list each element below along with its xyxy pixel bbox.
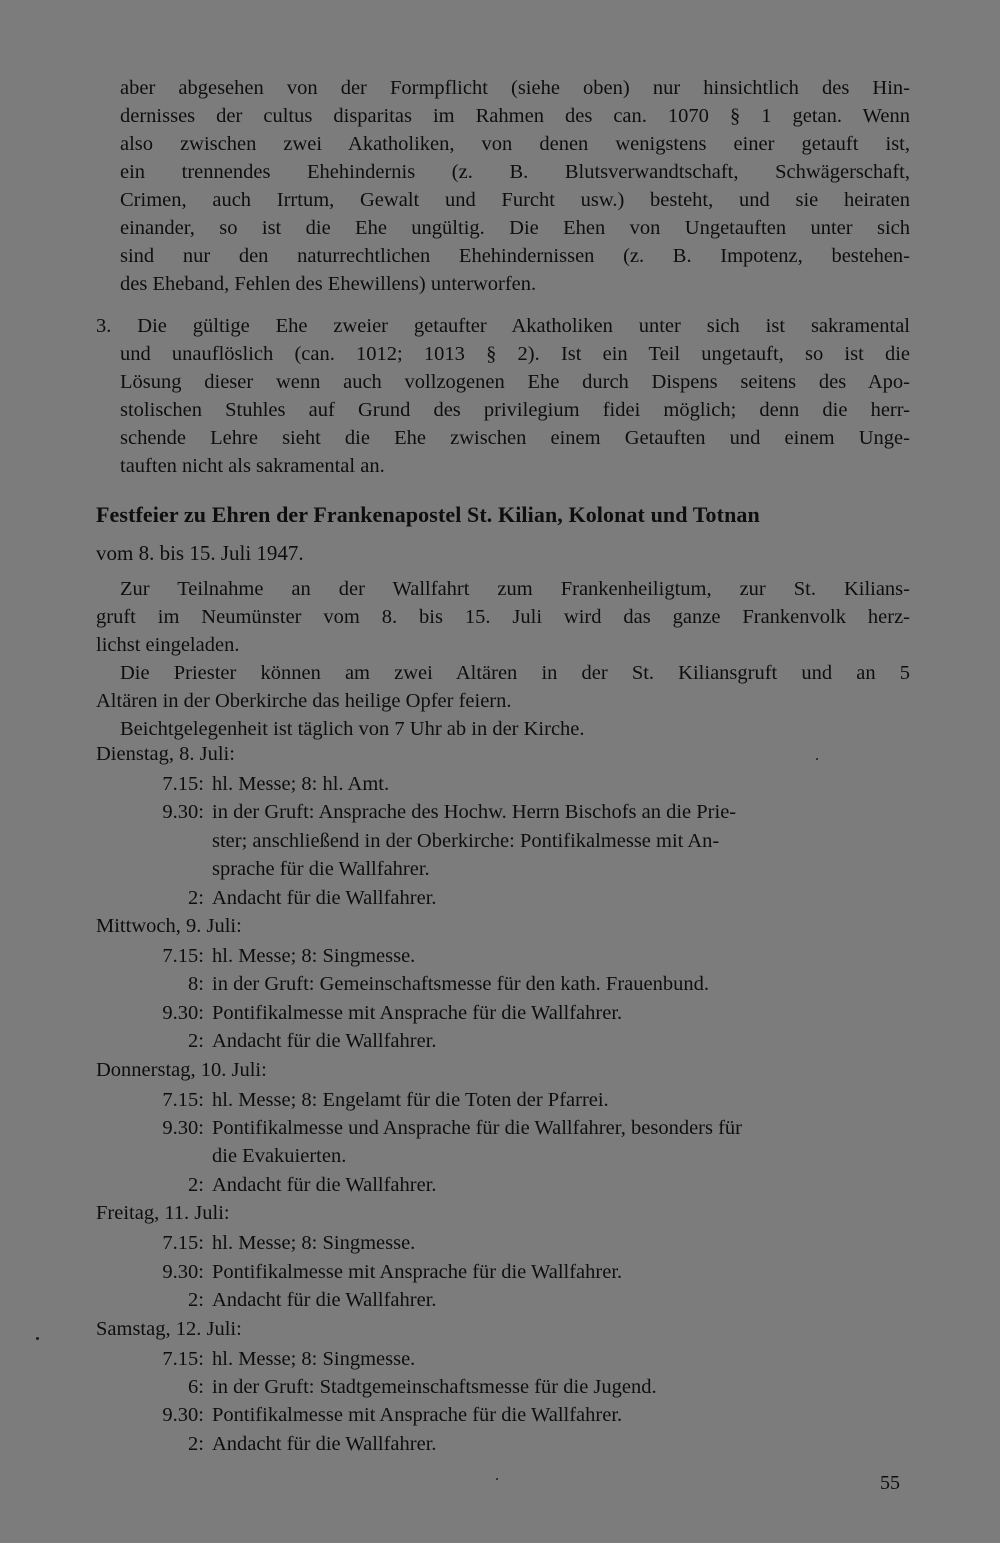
intro-line: dernisses der cultus disparitas im Rahmen des can. 1070 § 1 getan. Wenn (120, 105, 910, 127)
schedule-list (96, 740, 910, 1458)
schedule-entry (96, 798, 910, 883)
point-3-line: schende Lehre sieht die Ehe zwischen einem Getauften und einem Unge- (120, 427, 910, 449)
schedule-description-line: die Evakuierten. (212, 1145, 347, 1168)
schedule-entry (96, 1286, 910, 1314)
schedule-day-heading: Donnerstag, 10. Juli: (96, 1058, 267, 1081)
intro-line: Crimen, auch Irrtum, Gewalt und Furcht usw.) besteht, und sie heiraten (120, 189, 910, 211)
schedule-description (204, 798, 910, 883)
point-3-line: 3. Die gültige Ehe zweier getaufter Akatholiken unter sich ist sakramental (96, 315, 910, 337)
section-heading: Festfeier zu Ehren der Frankenapostel St. Kilian, Kolonat und Totnan (96, 502, 760, 527)
schedule-entry (96, 1171, 910, 1199)
schedule-description-line: hl. Messe; 8: hl. Amt. (212, 773, 390, 795)
schedule-description-line: Pontifikalmesse und Ansprache für die Wallfahrer, besonders für (212, 1117, 742, 1140)
schedule-description (204, 1229, 910, 1257)
confession-line: Beichtgelegenheit ist täglich von 7 Uhr ab in der Kirche. (120, 718, 585, 740)
schedule-entry (96, 1345, 910, 1373)
schedule-description-line: in der Gruft: Stadtgemeinschaftsmesse für die Jugend. (212, 1375, 657, 1398)
schedule-description (204, 942, 910, 970)
invitation-line: gruft im Neumünster vom 8. bis 15. Juli wird das ganze Frankenvolk herz- (96, 606, 910, 628)
schedule-entry (96, 1258, 910, 1286)
schedule-description (204, 1373, 910, 1401)
schedule-description (204, 1171, 910, 1199)
schedule-time: 7.15: (162, 773, 204, 795)
schedule-time: 2: (188, 1289, 204, 1312)
intro-line: einander, so ist die Ehe ungültig. Die Ehen von Ungetauften unter sich (120, 217, 910, 239)
print-speck (496, 1478, 498, 1480)
schedule-description-line: Pontifikalmesse mit Ansprache für die Wallfahrer. (212, 1001, 623, 1024)
schedule-entry (96, 884, 910, 912)
schedule-description (204, 1286, 910, 1314)
schedule-description-line: in der Gruft: Ansprache des Hochw. Herrn Bischofs an die Prie- (212, 801, 737, 824)
print-speck (816, 758, 818, 760)
schedule-entry (96, 999, 910, 1027)
schedule-entry (96, 1373, 910, 1401)
schedule-time: 9.30: (162, 1001, 204, 1024)
schedule-description (204, 1258, 910, 1286)
section-subheading: vom 8. bis 15. Juli 1947. (96, 541, 304, 565)
schedule-day-heading: Dienstag, 8. Juli: (96, 743, 235, 765)
schedule-description (204, 884, 910, 912)
point-3-line: stolischen Stuhles auf Grund des privilegium fidei möglich; denn die herr- (120, 399, 910, 421)
intro-line: ein trennendes Ehehindernis (z. B. Blutsverwandtschaft, Schwägerschaft, (120, 161, 910, 183)
invitation-line: Zur Teilnahme an der Wallfahrt zum Frankenheiligtum, zur St. Kilians- (120, 578, 910, 600)
schedule-description-line: Pontifikalmesse mit Ansprache für die Wallfahrer. (212, 1404, 623, 1427)
schedule-entry (96, 970, 910, 998)
schedule-description-line: in der Gruft: Gemeinschaftsmesse für den kath. Frauenbund. (212, 973, 709, 996)
schedule-time: 7.15: (162, 1088, 204, 1111)
schedule-day-heading: Samstag, 12. Juli: (96, 1317, 242, 1340)
intro-line: aber abgesehen von der Formpflicht (siehe oben) nur hinsichtlich des Hin- (120, 77, 910, 99)
schedule-time: 7.15: (162, 1232, 204, 1255)
schedule-entry (96, 1114, 910, 1171)
point-3-line: Lösung dieser wenn auch vollzogenen Ehe durch Dispens seitens des Apo- (120, 371, 910, 393)
schedule-entry (96, 1401, 910, 1429)
schedule-entry (96, 1229, 910, 1257)
schedule-description-line: Andacht für die Wallfahrer. (212, 1173, 437, 1196)
schedule-entry (96, 1430, 910, 1458)
schedule-time: 6: (188, 1375, 204, 1398)
schedule-description-line: Andacht für die Wallfahrer. (212, 1432, 437, 1455)
schedule-description (204, 1401, 910, 1429)
schedule-description-line: hl. Messe; 8: Singmesse. (212, 945, 416, 968)
point-3-line: und unauflöslich (can. 1012; 1013 § 2). Ist ein Teil ungetauft, so ist die (120, 343, 910, 365)
schedule-time: 9.30: (162, 1117, 204, 1140)
print-speck (36, 1337, 39, 1340)
priests-line: Die Priester können am zwei Altären in der St. Kiliansgruft und an 5 (120, 662, 910, 684)
priests-line: Altären in der Oberkirche das heilige Opfer feiern. (96, 690, 512, 712)
schedule-time: 9.30: (162, 1260, 204, 1283)
intro-line: sind nur den naturrechtlichen Ehehindernissen (z. B. Impotenz, bestehen- (120, 245, 910, 267)
schedule-time: 9.30: (162, 801, 204, 824)
schedule-description-line: Andacht für die Wallfahrer. (212, 1030, 437, 1053)
schedule-description-line: sprache für die Wallfahrer. (212, 858, 430, 881)
schedule-time: 8: (188, 973, 204, 996)
schedule-description (204, 1345, 910, 1373)
intro-line: des Eheband, Fehlen des Ehewillens) unterworfen. (120, 273, 537, 295)
schedule-time: 2: (188, 1173, 204, 1196)
schedule-description (204, 970, 910, 998)
intro-paragraph (120, 74, 910, 298)
schedule-description-line: Pontifikalmesse mit Ansprache für die Wallfahrer. (212, 1260, 623, 1283)
schedule-entry (96, 1086, 910, 1114)
schedule-time: 2: (188, 1432, 204, 1455)
page-number: 55 (880, 1472, 900, 1494)
schedule-description (204, 1114, 910, 1171)
schedule-description-line: hl. Messe; 8: Singmesse. (212, 1232, 416, 1255)
schedule-day-heading: Mittwoch, 9. Juli: (96, 915, 242, 938)
schedule-description (204, 1027, 910, 1055)
schedule-description (204, 770, 910, 798)
schedule-time: 7.15: (162, 1347, 204, 1370)
schedule-description-line: ster; anschließend in der Oberkirche: Pontifikalmesse mit An- (212, 829, 720, 852)
invitation-paragraphs (96, 575, 910, 743)
schedule-description (204, 1086, 910, 1114)
invitation-line: lichst eingeladen. (96, 634, 240, 656)
schedule-description-line: hl. Messe; 8: Singmesse. (212, 1347, 416, 1370)
schedule-entry (96, 1027, 910, 1055)
point-3-paragraph (96, 312, 910, 480)
schedule-description-line: Andacht für die Wallfahrer. (212, 1289, 437, 1312)
schedule-time: 2: (188, 1030, 204, 1053)
schedule-entry (96, 942, 910, 970)
schedule-entry (96, 770, 910, 798)
schedule-time: 7.15: (162, 945, 204, 968)
intro-line: also zwischen zwei Akatholiken, von denen wenigstens einer getauft ist, (120, 133, 910, 155)
schedule-description (204, 1430, 910, 1458)
schedule-description (204, 999, 910, 1027)
schedule-day-heading: Freitag, 11. Juli: (96, 1202, 230, 1225)
schedule-description-line: hl. Messe; 8: Engelamt für die Toten der Pfarrei. (212, 1088, 609, 1111)
schedule-time: 2: (188, 886, 204, 909)
point-3-line: tauften nicht als sakramental an. (120, 455, 385, 477)
schedule-time: 9.30: (162, 1404, 204, 1427)
schedule-description-line: Andacht für die Wallfahrer. (212, 886, 437, 909)
